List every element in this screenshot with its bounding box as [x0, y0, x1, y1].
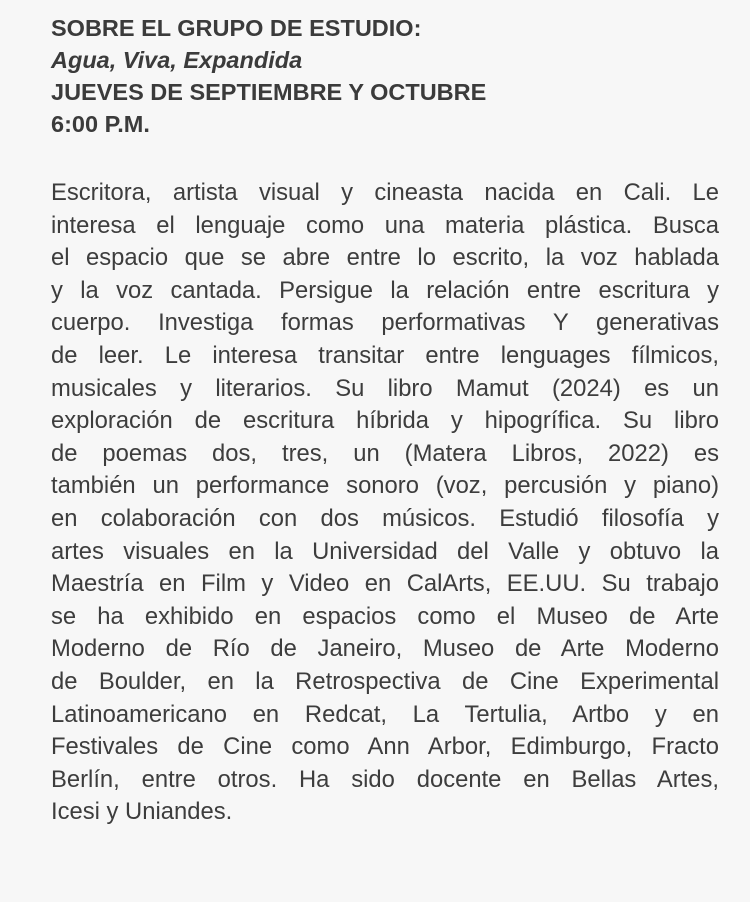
- bio-line: musicales y literarios. Su libro Mamut (2024) es un: [51, 374, 719, 402]
- bio-line: exploración de escritura híbrida y hipogrífica. Su libro: [51, 407, 719, 435]
- study-group-title: Agua, Viva, Expandida: [51, 47, 303, 73]
- bio-line: cuerpo. Investiga formas performativas Y generativas: [51, 309, 719, 337]
- schedule-time: 6:00 P.M.: [51, 111, 150, 137]
- bio-line: de leer. Le interesa transitar entre lenguages fílmicos,: [51, 341, 719, 369]
- bio-line: y la voz cantada. Persigue la relación entre escritura y: [51, 276, 719, 304]
- section-title: SOBRE EL GRUPO DE ESTUDIO:: [51, 15, 422, 41]
- event-header: [51, 12, 731, 140]
- bio-line: Latinoamericano en Redcat, La Tertulia, Artbo y en: [51, 700, 719, 728]
- schedule-days: JUEVES DE SEPTIEMBRE Y OCTUBRE: [51, 79, 487, 105]
- bio-line: Berlín, entre otros. Ha sido docente en Bellas Artes,: [51, 765, 719, 793]
- bio-line: el espacio que se abre entre lo escrito, la voz hablada: [51, 244, 719, 272]
- bio-line: Festivales de Cine como Ann Arbor, Edimburgo, Fracto: [51, 733, 719, 761]
- bio-line: también un performance sonoro (voz, percusión y piano): [51, 472, 719, 500]
- bio-line: de poemas dos, tres, un (Matera Libros, 2022) es: [51, 439, 719, 467]
- bio-line: interesa el lenguaje como una materia plástica. Busca: [51, 211, 719, 239]
- bio-line: Icesi y Uniandes.: [51, 798, 233, 826]
- bio-line: Maestría en Film y Video en CalArts, EE.UU. Su trabajo: [51, 570, 719, 598]
- biography-paragraph: [51, 177, 719, 829]
- bio-line: artes visuales en la Universidad del Valle y obtuvo la: [51, 537, 719, 565]
- bio-line: se ha exhibido en espacios como el Museo de Arte: [51, 602, 719, 630]
- bio-line: Escritora, artista visual y cineasta nacida en Cali. Le: [51, 179, 719, 206]
- bio-line: Moderno de Río de Janeiro, Museo de Arte Moderno: [51, 635, 719, 663]
- bio-line: en colaboración con dos músicos. Estudió filosofía y: [51, 504, 719, 532]
- bio-line: de Boulder, en la Retrospectiva de Cine Experimental: [51, 667, 719, 695]
